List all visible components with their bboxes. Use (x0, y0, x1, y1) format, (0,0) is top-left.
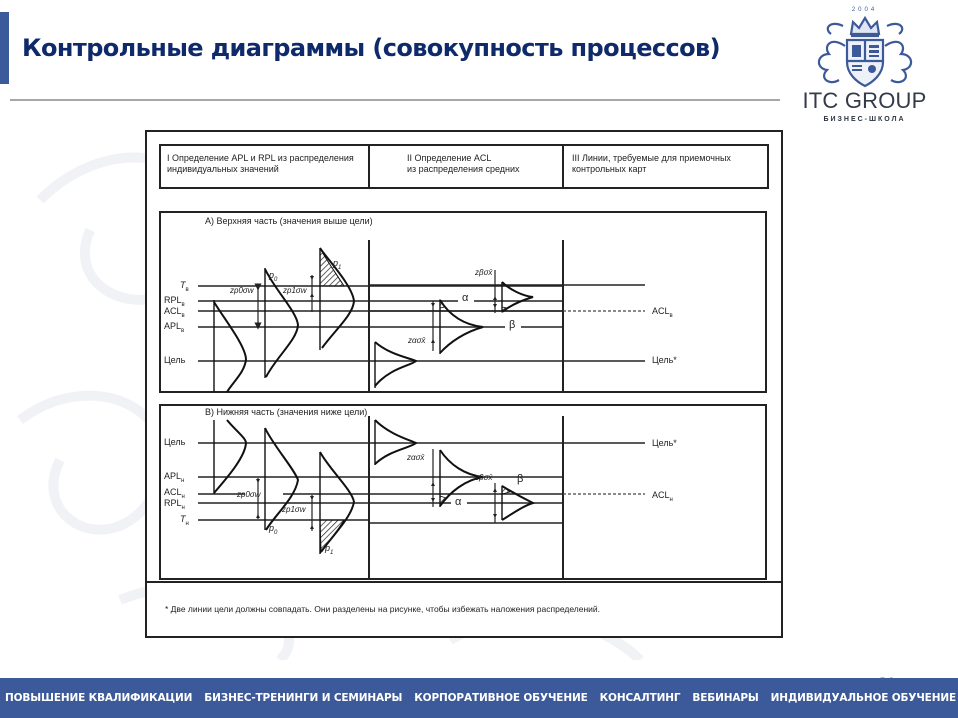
panel-b-label-z-p1-sigma: zp1σw (282, 505, 306, 514)
panel-b-title: B) Нижняя часть (значения ниже цели) (205, 407, 368, 417)
panel-a-label-t: $T_в$ (180, 280, 189, 293)
panel-b-label-alpha: α (455, 496, 462, 508)
panel-b-right-target: Цель* (652, 438, 677, 448)
panel-b-label-beta: β (517, 473, 524, 485)
title-accent-bar (0, 12, 9, 84)
panel-a-right-target: Цель* (652, 355, 677, 365)
panel-a-label-rpl: $RPL_в$ (164, 295, 185, 308)
header-column-2-line-2: из распределения средних (407, 164, 520, 174)
header-column-1-line-1: I Определение APL и RPL из распределения (167, 153, 354, 163)
panel-a-label-acl: $ACL_в$ (164, 306, 185, 319)
logo-name: ITC GROUP (802, 88, 927, 113)
footer-link-webinars[interactable]: ВЕБИНАРЫ (692, 692, 759, 704)
panel-b-label-apl: $APL_н$ (164, 471, 185, 484)
logo-subtitle: БИЗНЕС-ШКОЛА (823, 116, 906, 123)
panel-a-label-alpha: α (462, 292, 469, 304)
logo-year: 2004 (851, 7, 878, 13)
panel-b-label-t: $T_н$ (180, 514, 189, 527)
panel-a-label-p1: $p_1$ (333, 258, 342, 271)
panel-b-label-rpl: $RPL_н$ (164, 498, 185, 511)
header-column-3 (572, 153, 731, 175)
control-chart-diagram (145, 130, 783, 638)
header-column-1 (167, 153, 354, 175)
footer-link-qualification[interactable]: ПОВЫШЕНИЕ КВАЛИФИКАЦИИ (5, 692, 193, 704)
footer-link-individual[interactable]: ИНДИВИДУАЛЬНОЕ ОБУЧЕНИЕ (770, 692, 956, 704)
panel-b-label-z-alpha-sigma: zασx̄ (407, 453, 425, 462)
panel-a-label-beta: β (509, 319, 516, 331)
control-chart-figure (145, 130, 783, 638)
panel-a-label-z-alpha-sigma: zασx̄ (408, 336, 426, 345)
panel-b-label-acl: $ACL_н$ (164, 487, 185, 500)
footer-link-consulting[interactable]: КОНСАЛТИНГ (599, 692, 681, 704)
panel-a-label-target: Цель (164, 355, 186, 365)
panel-a-label-p0: $p_0$ (269, 270, 278, 283)
title-divider (10, 99, 780, 101)
header-column-1-line-2: индивидуальных значений (167, 164, 279, 174)
footer-link-trainings[interactable]: БИЗНЕС-ТРЕНИНГИ И СЕМИНАРЫ (204, 692, 403, 704)
figure-footnote: * Две линии цели должны совпадать. Они разделены на рисунке, чтобы избежать наложения распределений. (165, 604, 601, 614)
panel-b-right-acl: $ACL_н$ (652, 490, 673, 503)
panel-a-label-z-p0-sigma: zp0σw (230, 286, 254, 295)
slide-title: Контрольные диаграммы (совокупность процессов) (22, 34, 720, 62)
panel-b-label-z-p0-sigma: zp0σw (237, 490, 261, 499)
header-column-2 (407, 153, 520, 175)
header-column-2-line-1: II Определение ACL (407, 153, 492, 163)
footer-nav (0, 678, 958, 718)
panel-b-label-z-beta-sigma: zβσx̄ (475, 473, 493, 482)
panel-b-label-target: Цель (164, 437, 186, 447)
panel-a-label-z-p1-sigma: zp1σw (283, 286, 307, 295)
panel-a-label-z-beta-sigma: zβσx̄ (475, 268, 493, 277)
panel-b-label-p0: $p_0$ (269, 523, 278, 536)
panel-a-right-acl: $ACL_в$ (652, 306, 673, 319)
header-column-3-line-1: III Линии, требуемые для приемочных (572, 153, 731, 163)
panel-a-title: A) Верхняя часть (значения выше цели) (205, 216, 373, 226)
panel-b-label-p1: $p_1$ (325, 543, 334, 556)
header-column-3-line-2: контрольных карт (572, 164, 647, 174)
panel-a-label-apl: $APL_в$ (164, 321, 185, 334)
footer-link-corporate[interactable]: КОРПОРАТИВНОЕ ОБУЧЕНИЕ (414, 692, 588, 704)
